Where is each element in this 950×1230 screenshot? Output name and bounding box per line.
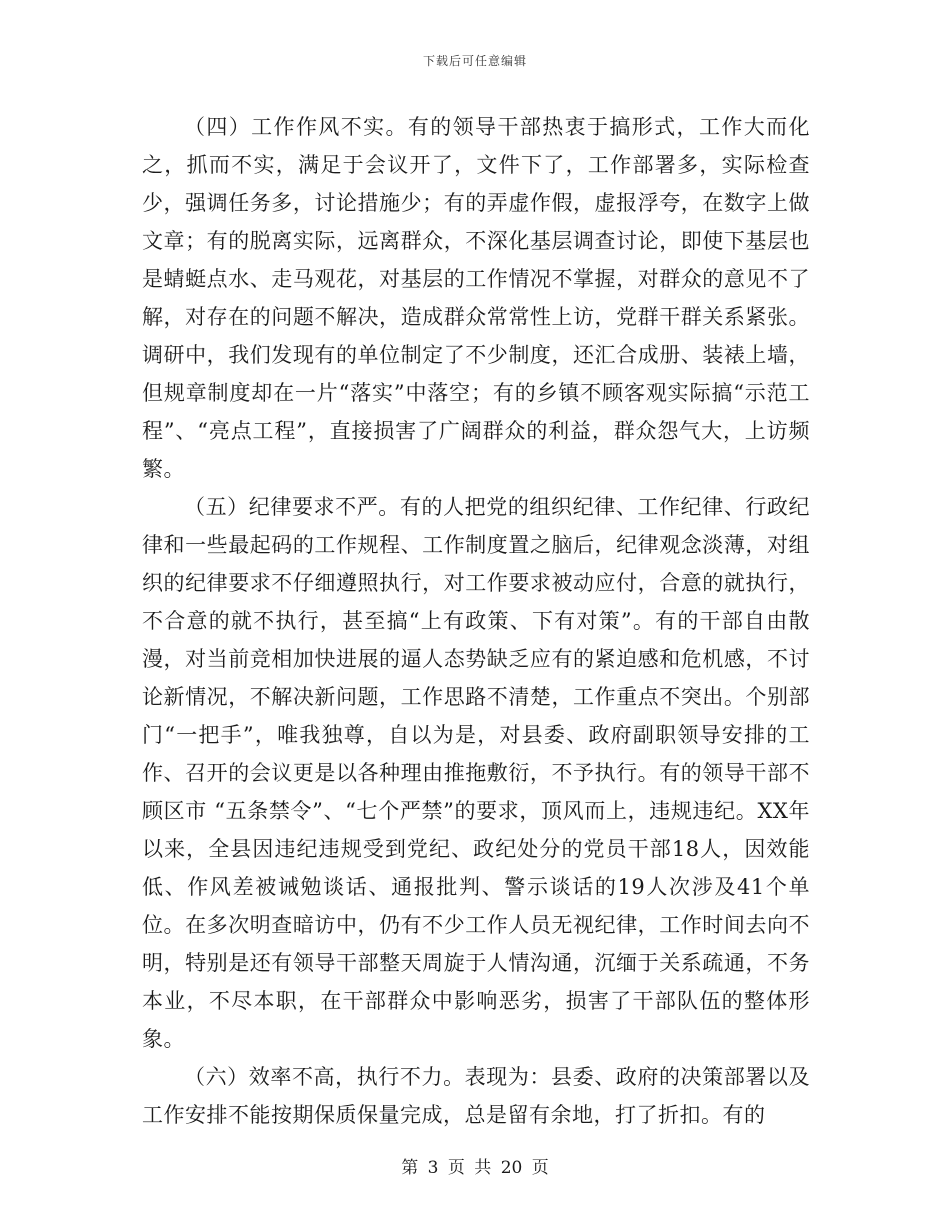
document-body (142, 108, 810, 1134)
page-header-note: 下载后可任意编辑 (422, 54, 527, 68)
paragraph-efficiency: （六）效率不高，执行不力。表现为：县委、政府的决策部署以及工作安排不能按期保质保量完成，总是留有余地，打了折扣。有的 (142, 1065, 810, 1127)
paragraph-discipline: （五）纪律要求不严。有的人把党的组织纪律、工作纪律、行政纪律和一些最起码的工作规程、工作制度置之脑后，纪律观念淡薄，对组织的纪律要求不仔细遵照执行，对工作要求被动应付，合意的就执行，不合意的就不执行，甚至搞“上有政策、下有对策”。有的干部自由散漫，对当前竞相加快进展的逼人态势缺乏应有的紧迫感和危机感，不讨论新情况，不解决新问题，工作思路不清楚，工作重点不突出。个别部门“一把手”，唯我独尊，自以为是，对县委、政府副职领导安排的工作、召开的会议更是以各种理由推拖敷衍，不予执行。有的领导干部不顾区市 “五条禁令”、“七个严禁”的要求，顶风而上，违规违纪。XX年以来，全县因违纪违规受到党纪、政纪处分的党员干部18人，因效能低、作风差被诫勉谈话、通报批判、警示谈话的19人次涉及41个单位。在多次明查暗访中，仍有不少工作人员无视纪律，工作时间去向不明，特别是还有领导干部整天周旋于人情沟通，沉缅于关系疏通，不务本业，不尽本职，在干部群众中影响恶劣，损害了干部队伍的整体形象。 (142, 495, 810, 1051)
page-number-footer: 第 3 页 共 20 页 (401, 1158, 549, 1178)
paragraph-work-style: （四）工作作风不实。有的领导干部热衷于搞形式，工作大而化之，抓而不实，满足于会议开了，文件下了，工作部署多，实际检查少，强调任务多，讨论措施少；有的弄虚作假，虚报浮夸，在数字上做文章；有的脱离实际，远离群众，不深化基层调查讨论，即使下基层也是蜻蜓点水、走马观花，对基层的工作情况不掌握，对群众的意见不了解，对存在的问题不解决，造成群众常常性上访，党群干群关系紧张。调研中，我们发现有的单位制定了不少制度，还汇合成册、装裱上墙，但规章制度却在一片“落实”中落空；有的乡镇不顾客观实际搞“示范工程”、“亮点工程”，直接损害了广阔群众的利益，群众怨气大，上访频繁。 (142, 115, 810, 481)
